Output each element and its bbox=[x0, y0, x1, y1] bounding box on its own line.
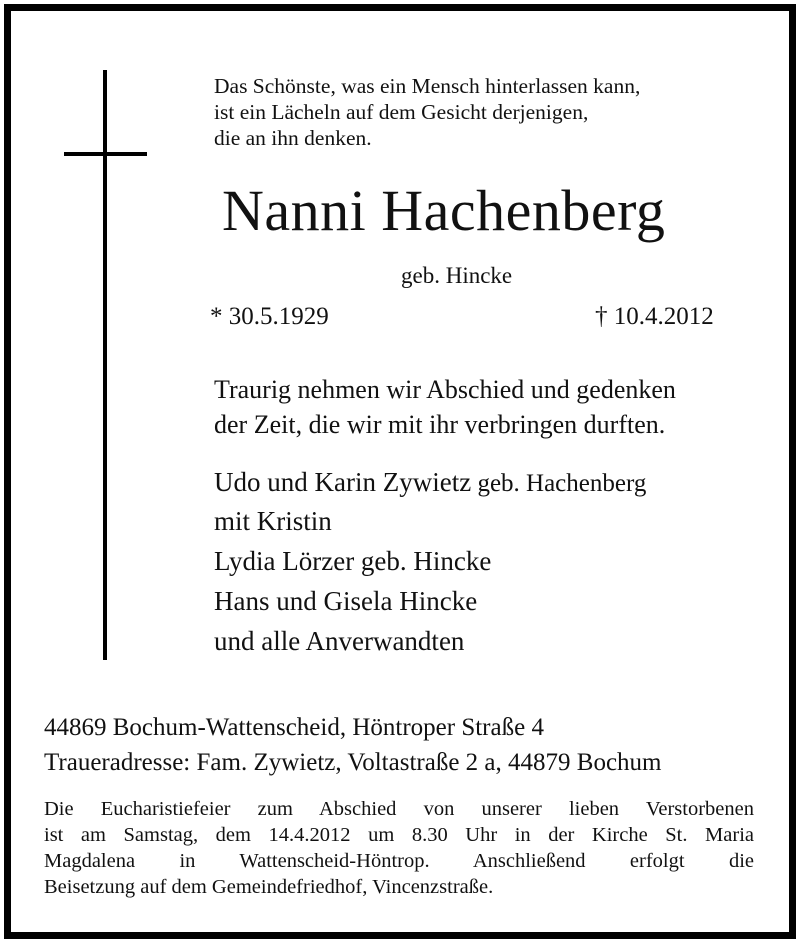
quote-line-1: Das Schönste, was ein Mensch hinterlassen kann, bbox=[214, 74, 641, 98]
birth-name: geb. Hincke bbox=[401, 263, 513, 288]
family-line-1-names: Udo und Karin Zywietz bbox=[214, 467, 472, 497]
cross-icon-horizontal-beam bbox=[64, 152, 147, 156]
deceased-name: Nanni Hachenberg bbox=[222, 178, 666, 243]
notice-line-3-text: Magdalena in Wattenscheid-Höntrop. Anschließend erfolgt die bbox=[44, 850, 754, 872]
death-date: † 10.4.2012 bbox=[595, 303, 714, 330]
family-line-5: und alle Anverwandten bbox=[214, 626, 465, 656]
birth-date: * 30.5.1929 bbox=[210, 303, 329, 330]
family-line-1-birth-name: geb. Hachenberg bbox=[471, 470, 647, 497]
family-line-1 bbox=[214, 469, 646, 496]
family-line-3: Lydia Lörzer geb. Hincke bbox=[214, 546, 492, 576]
cross-icon-vertical-beam bbox=[103, 70, 107, 660]
sorrow-line-1: Traurig nehmen wir Abschied und gedenken bbox=[214, 375, 676, 404]
address-line-1: 44869 Bochum-Wattenscheid, Höntroper Straße 4 bbox=[44, 714, 544, 741]
sorrow-line-2: der Zeit, die wir mit ihr verbringen durften. bbox=[214, 410, 666, 439]
notice-line-1 bbox=[44, 799, 754, 820]
notice-line-2-text: ist am Samstag, dem 14.4.2012 um 8.30 Uhr in der Kirche St. Maria bbox=[44, 824, 754, 846]
quote-line-2: ist ein Lächeln auf dem Gesicht derjenigen, bbox=[214, 100, 589, 124]
notice-line-4 bbox=[44, 877, 754, 898]
notice-line-3 bbox=[44, 851, 754, 872]
family-line-2: mit Kristin bbox=[214, 506, 332, 536]
quote-line-3: die an ihn denken. bbox=[214, 126, 372, 150]
notice-line-2 bbox=[44, 825, 754, 846]
notice-line-4-text: Beisetzung auf dem Gemeindefriedhof, Vincenzstraße. bbox=[44, 876, 494, 898]
mourning-address: Traueradresse: Fam. Zywietz, Voltastraße 2 a, 44879 Bochum bbox=[44, 749, 662, 776]
notice-line-1-text: Die Eucharistiefeier zum Abschied von unserer lieben Verstorbenen bbox=[44, 798, 754, 820]
family-line-4: Hans und Gisela Hincke bbox=[214, 586, 478, 616]
